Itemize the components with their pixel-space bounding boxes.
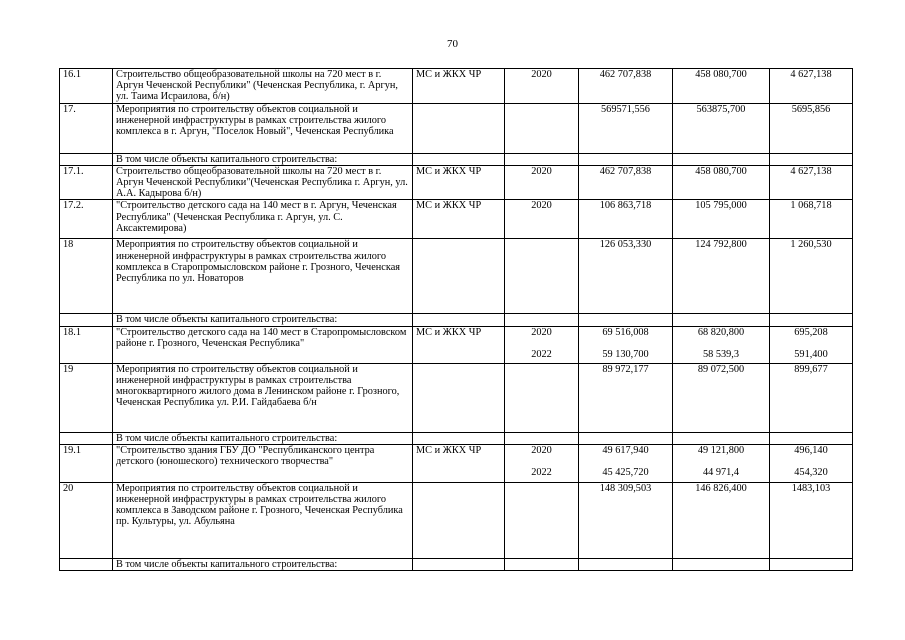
amount-federal-cell-value: 89 072,500 bbox=[697, 363, 745, 375]
description-cell: Мероприятия по строительству объектов социальной и инженерной инфраструктуры в рамках строительства жилого комплекса в Заводском районе г. Грозного, Чеченская Республика пр. Культуры, ул. Абульяна bbox=[113, 482, 413, 558]
description-cell: Мероприятия по строительству объектов социальной и инженерной инфраструктуры в рамках строительства жилого комплекса в г. Аргун, "Поселок Новый", Чеченская Республика bbox=[113, 103, 413, 153]
amount-federal-cell bbox=[673, 558, 770, 570]
year-cell-value: 2022 bbox=[531, 348, 552, 360]
responsible-cell bbox=[413, 153, 505, 165]
amount-regional-cell bbox=[770, 239, 853, 314]
responsible-cell bbox=[413, 482, 505, 558]
amount-federal-cell bbox=[673, 103, 770, 153]
amount-total-cell bbox=[579, 153, 673, 165]
amount-federal-cell-value: 105 795,000 bbox=[695, 200, 747, 212]
row-number-cell: 17.1. bbox=[60, 165, 113, 200]
year-cell bbox=[505, 482, 579, 558]
amount-federal-cell-value: 44 971,4 bbox=[702, 467, 740, 479]
year-cell bbox=[505, 314, 579, 326]
row-number-cell bbox=[60, 558, 113, 570]
table-row bbox=[60, 103, 853, 153]
amount-total-cell-value: 462 707,838 bbox=[599, 165, 652, 177]
year-cell bbox=[505, 165, 579, 200]
year-cell bbox=[505, 558, 579, 570]
year-cell bbox=[505, 153, 579, 165]
year-cell bbox=[505, 69, 579, 104]
amount-federal-cell-value: 124 792,800 bbox=[695, 239, 747, 251]
amount-federal-cell bbox=[673, 314, 770, 326]
responsible-cell bbox=[413, 363, 505, 432]
line-gap bbox=[508, 456, 575, 467]
amount-regional-cell bbox=[770, 103, 853, 153]
amount-federal-cell-value: 563875,700 bbox=[696, 103, 746, 115]
description-cell: Строительство общеобразовательной школы на 720 мест в г. Аргун Чеченской Республики" (Чеченская Республика, г. Аргун, ул. Таима Исраилова, б/н) bbox=[113, 69, 413, 104]
amount-total-cell-value: 59 130,700 bbox=[602, 348, 649, 360]
amount-regional-cell-value: 496,140 bbox=[794, 444, 828, 456]
description-cell: Мероприятия по строительству объектов социальной и инженерной инфраструктуры в рамках строительства многоквартирного жилого дома в Ленинском районе г. Грозного, Чеченская Республика ул. Р.И. Гайдабаева б/н bbox=[113, 363, 413, 432]
amount-federal-cell bbox=[673, 165, 770, 200]
amount-federal-cell bbox=[673, 153, 770, 165]
amount-regional-cell-value: 5695,856 bbox=[791, 103, 831, 115]
amount-federal-cell bbox=[673, 200, 770, 239]
amount-total-cell bbox=[579, 200, 673, 239]
table-body bbox=[60, 69, 853, 571]
amount-regional-cell bbox=[770, 363, 853, 432]
year-cell bbox=[505, 239, 579, 314]
year-cell-value: 2020 bbox=[531, 444, 552, 456]
amount-federal-cell-value: 458 080,700 bbox=[695, 165, 747, 177]
subheader-row bbox=[60, 153, 853, 165]
amount-regional-cell-value: 1 068,718 bbox=[790, 200, 832, 212]
year-cell-value: 2020 bbox=[531, 165, 552, 177]
responsible-cell bbox=[413, 314, 505, 326]
page-number: 70 bbox=[447, 38, 458, 50]
year-cell bbox=[505, 103, 579, 153]
subheader-text: В том числе объекты капитального строительства: bbox=[113, 153, 413, 165]
line-gap bbox=[676, 456, 766, 467]
description-cell: "Строительство детского сада на 140 мест в Старопромысловском районе г. Грозного, Чеченская Республика" bbox=[113, 326, 413, 363]
year-cell bbox=[505, 363, 579, 432]
table-row bbox=[60, 326, 853, 363]
amount-regional-cell-value: 1 260,530 bbox=[790, 239, 832, 251]
subheader-text: В том числе объекты капитального строительства: bbox=[113, 314, 413, 326]
responsible-cell bbox=[413, 432, 505, 444]
year-cell bbox=[505, 432, 579, 444]
amount-total-cell-value: 49 617,940 bbox=[602, 444, 649, 456]
amount-total-cell bbox=[579, 558, 673, 570]
amount-regional-cell-value: 1483,103 bbox=[791, 482, 831, 494]
amount-federal-cell bbox=[673, 326, 770, 363]
row-number-cell: 17.2. bbox=[60, 200, 113, 239]
responsible-cell: МС и ЖКХ ЧР bbox=[413, 326, 505, 363]
amount-regional-cell bbox=[770, 558, 853, 570]
amount-federal-cell bbox=[673, 444, 770, 482]
amount-total-cell-value: 89 972,177 bbox=[602, 363, 649, 375]
amount-total-cell bbox=[579, 314, 673, 326]
responsible-cell: МС и ЖКХ ЧР bbox=[413, 69, 505, 104]
amount-total-cell bbox=[579, 432, 673, 444]
line-gap bbox=[582, 338, 669, 349]
row-number-cell: 17. bbox=[60, 103, 113, 153]
row-number-cell: 18 bbox=[60, 239, 113, 314]
amount-total-cell bbox=[579, 165, 673, 200]
amount-regional-cell-value: 4 627,138 bbox=[790, 69, 832, 80]
table-row bbox=[60, 69, 853, 104]
row-number-cell: 18.1 bbox=[60, 326, 113, 363]
amount-federal-cell bbox=[673, 363, 770, 432]
amount-total-cell-value: 148 309,503 bbox=[599, 482, 652, 494]
amount-regional-cell bbox=[770, 69, 853, 104]
amount-total-cell-value: 106 863,718 bbox=[599, 200, 652, 212]
responsible-cell: МС и ЖКХ ЧР bbox=[413, 444, 505, 482]
amount-total-cell bbox=[579, 444, 673, 482]
year-cell-value: 2020 bbox=[531, 200, 552, 212]
amount-federal-cell bbox=[673, 482, 770, 558]
amount-regional-cell-value: 695,208 bbox=[794, 326, 828, 338]
year-cell bbox=[505, 326, 579, 363]
line-gap bbox=[508, 338, 575, 349]
year-cell bbox=[505, 444, 579, 482]
amount-total-cell-value: 69 516,008 bbox=[602, 326, 649, 338]
description-cell: Строительство общеобразовательной школы на 720 мест в г. Аргун Чеченской Республики"(Чеченская Республика г. Аргун, ул. А.А. Кадырова б/н) bbox=[113, 165, 413, 200]
row-number-cell bbox=[60, 153, 113, 165]
subheader-row bbox=[60, 432, 853, 444]
amount-total-cell-value: 569571,556 bbox=[601, 103, 650, 115]
amount-total-cell-value: 462 707,838 bbox=[599, 69, 652, 80]
year-cell-value: 2020 bbox=[531, 69, 552, 80]
table-row bbox=[60, 482, 853, 558]
amount-regional-cell bbox=[770, 432, 853, 444]
amount-regional-cell bbox=[770, 153, 853, 165]
amount-regional-cell bbox=[770, 314, 853, 326]
amount-federal-cell bbox=[673, 432, 770, 444]
row-number-cell: 16.1 bbox=[60, 69, 113, 104]
amount-total-cell-value: 126 053,330 bbox=[599, 239, 652, 251]
amount-regional-cell bbox=[770, 165, 853, 200]
subheader-row bbox=[60, 314, 853, 326]
description-cell: "Строительство здания ГБУ ДО "Республиканского центра детского (юношеского) технического творчества" bbox=[113, 444, 413, 482]
amount-regional-cell-value: 591,400 bbox=[794, 348, 828, 360]
amount-regional-cell bbox=[770, 482, 853, 558]
responsible-cell bbox=[413, 239, 505, 314]
amount-regional-cell bbox=[770, 444, 853, 482]
table-row bbox=[60, 363, 853, 432]
description-cell: "Строительство детского сада на 140 мест в г. Аргун, Чеченская Республика" (Чеченская Республика г. Аргун, ул. С. Аксактемирова) bbox=[113, 200, 413, 239]
responsible-cell: МС и ЖКХ ЧР bbox=[413, 165, 505, 200]
table-row bbox=[60, 239, 853, 314]
amount-federal-cell-value: 68 820,800 bbox=[697, 326, 745, 338]
amount-federal-cell bbox=[673, 239, 770, 314]
amount-total-cell bbox=[579, 326, 673, 363]
amount-federal-cell-value: 58 539,3 bbox=[702, 348, 740, 360]
line-gap bbox=[582, 456, 669, 467]
year-cell-value: 2020 bbox=[531, 326, 552, 338]
row-number-cell: 19 bbox=[60, 363, 113, 432]
amount-total-cell bbox=[579, 103, 673, 153]
subheader-text: В том числе объекты капитального строительства: bbox=[113, 432, 413, 444]
subheader-text: В том числе объекты капитального строительства: bbox=[113, 558, 413, 570]
responsible-cell: МС и ЖКХ ЧР bbox=[413, 200, 505, 239]
amount-federal-cell-value: 146 826,400 bbox=[695, 482, 747, 494]
line-gap bbox=[773, 456, 849, 467]
amount-regional-cell-value: 4 627,138 bbox=[790, 165, 832, 177]
row-number-cell: 20 bbox=[60, 482, 113, 558]
amount-regional-cell bbox=[770, 200, 853, 239]
responsible-cell bbox=[413, 558, 505, 570]
year-cell bbox=[505, 200, 579, 239]
line-gap bbox=[676, 338, 766, 349]
amount-regional-cell-value: 899,677 bbox=[794, 363, 828, 375]
table-row bbox=[60, 200, 853, 239]
budget-table bbox=[59, 68, 853, 571]
amount-total-cell bbox=[579, 69, 673, 104]
line-gap bbox=[773, 338, 849, 349]
amount-regional-cell-value: 454,320 bbox=[794, 467, 828, 479]
amount-total-cell bbox=[579, 363, 673, 432]
subheader-row bbox=[60, 558, 853, 570]
responsible-cell bbox=[413, 103, 505, 153]
row-number-cell: 19.1 bbox=[60, 444, 113, 482]
amount-total-cell bbox=[579, 482, 673, 558]
row-number-cell bbox=[60, 432, 113, 444]
table-row bbox=[60, 165, 853, 200]
amount-federal-cell-value: 49 121,800 bbox=[697, 444, 745, 456]
amount-federal-cell bbox=[673, 69, 770, 104]
amount-regional-cell bbox=[770, 326, 853, 363]
row-number-cell bbox=[60, 314, 113, 326]
year-cell-value: 2022 bbox=[531, 467, 552, 479]
description-cell: Мероприятия по строительству объектов социальной и инженерной инфраструктуры в рамках строительства жилого комплекса в Старопромысловском районе г. Грозного, Чеченская Республика по ул. Новаторов bbox=[113, 239, 413, 314]
table-row bbox=[60, 444, 853, 482]
amount-total-cell-value: 45 425,720 bbox=[602, 467, 649, 479]
amount-federal-cell-value: 458 080,700 bbox=[695, 69, 747, 80]
amount-total-cell bbox=[579, 239, 673, 314]
